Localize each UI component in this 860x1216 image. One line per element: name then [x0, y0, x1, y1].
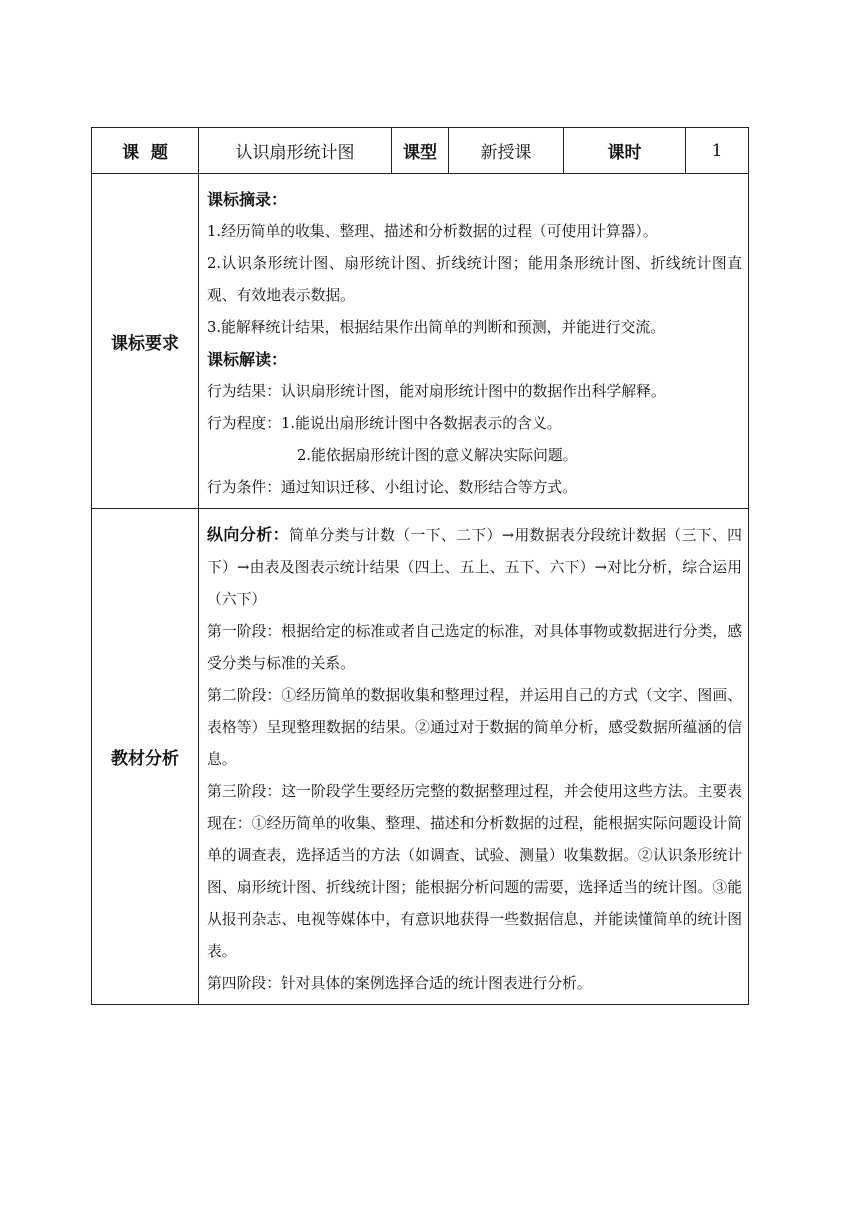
excerpt-item-3: 3.能解释统计结果，根据结果作出简单的判断和预测，并能进行交流。 — [207, 319, 666, 336]
excerpt-item-1: 1.经历简单的收集、整理、描述和分析数据的过程（可使用计算器）。 — [207, 223, 658, 240]
header-row — [92, 128, 749, 174]
vertical-analysis-heading: 纵向分析： — [207, 525, 289, 544]
behavior-degree-1: 行为程度：1.能说出扇形统计图中各数据表示的含义。 — [207, 415, 562, 432]
excerpt-heading: 课标摘录： — [207, 190, 288, 209]
class-hours-label: 课时 — [564, 128, 686, 174]
stage-4: 第四阶段：针对具体的案例选择合适的统计图表进行分析。 — [207, 975, 592, 992]
behavior-condition: 行为条件：通过知识迁移、小组讨论、数形结合等方式。 — [207, 479, 577, 496]
curriculum-row — [92, 174, 749, 509]
lesson-type-value: 新授课 — [449, 128, 564, 174]
stage-2: 第二阶段：①经历简单的数据收集和整理过程，并运用自己的方式（文字、图画、表格等）呈现整理数据的结果。②通过对于数据的简单分析，感受数据所蕴涵的信息。 — [207, 687, 742, 768]
textbook-row — [92, 509, 749, 1005]
textbook-content — [199, 509, 749, 1005]
stage-3: 第三阶段：这一阶段学生要经历完整的数据整理过程，并会使用这些方法。主要表现在：①经历简单的收集、整理、描述和分析数据的过程，能根据实际问题设计简单的调查表，选择适当的方法（如调查、试验、测量）收集数据。②认识条形统计图、扇形统计图、折线统计图；能根据分析问题的需要，选择适当的统计图。③能从报刊杂志、电视等媒体中，有意识地获得一些数据信息，并能读懂简单的统计图表。 — [207, 783, 742, 960]
stage-1: 第一阶段：根据给定的标准或者自己选定的标准，对具体事物或数据进行分类，感受分类与标准的关系。 — [207, 623, 742, 672]
vertical-analysis — [207, 519, 742, 616]
lesson-plan-table — [91, 127, 749, 1005]
behavior-degree-2: 2.能依据扇形统计图的意义解决实际问题。 — [297, 447, 578, 464]
interpretation-heading: 课标解读： — [207, 350, 288, 369]
curriculum-content — [199, 174, 749, 509]
textbook-analysis-label: 教材分析 — [92, 509, 199, 1005]
lesson-type-label: 课型 — [392, 128, 449, 174]
topic-label: 课 题 — [92, 128, 199, 174]
topic-value: 认识扇形统计图 — [199, 128, 392, 174]
curriculum-label: 课标要求 — [92, 174, 199, 509]
vertical-analysis-text: 简单分类与计数（一下、二下）→用数据表分段统计数据（三下、四下）→由表及图表示统计结果（四上、五上、五下、六下）→对比分析，综合运用（六下） — [207, 527, 742, 608]
excerpt-item-2: 2.认识条形统计图、扇形统计图、折线统计图；能用条形统计图、折线统计图直观、有效地表示数据。 — [207, 255, 742, 304]
class-hours-value: 1 — [686, 128, 749, 174]
behavior-result: 行为结果：认识扇形统计图，能对扇形统计图中的数据作出科学解释。 — [207, 383, 666, 400]
